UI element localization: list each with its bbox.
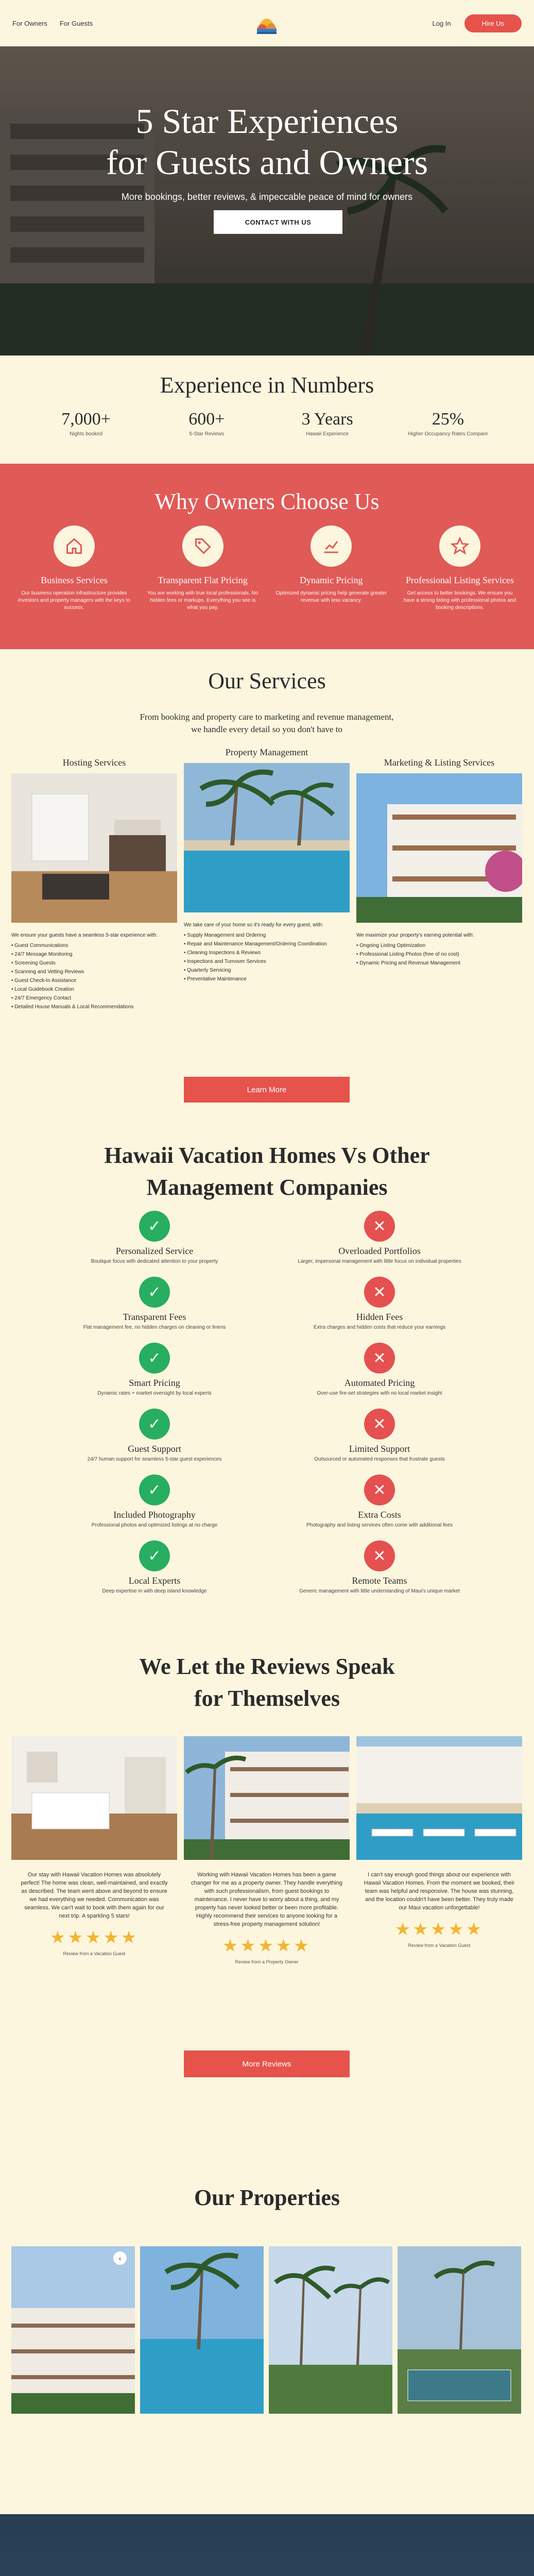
comparison-title-line1: Hawaii Vacation Homes Vs Other	[104, 1143, 430, 1168]
stat-label: Hawaii Experience	[306, 431, 349, 437]
why-card	[272, 526, 390, 612]
comparison-title-line2: Management Companies	[146, 1175, 388, 1200]
comparison-item-desc: Over-use fire-set strategies with no local market insight	[317, 1391, 442, 1396]
comparison-item-desc: 24/7 human support for seamless 5-star guest experiences	[87, 1456, 222, 1462]
service-list-item: • Scanning and Vetting Reviews	[11, 968, 177, 976]
comparison-item-desc: Outsourced or automated responses that frustrate guests	[314, 1456, 445, 1462]
review-author: Review from a Property Owner	[235, 1959, 299, 1964]
home-icon	[54, 526, 95, 567]
top-nav	[0, 0, 534, 46]
property-management-image	[184, 763, 350, 912]
why-card	[15, 526, 133, 612]
comparison-item-title: Smart Pricing	[129, 1378, 180, 1388]
why-card-title: Business Services	[41, 575, 108, 585]
cross-icon: ✕	[364, 1540, 395, 1571]
service-intro: We ensure your guests have a seamless 5-star experience with:	[11, 933, 158, 938]
comparison-them-item	[277, 1409, 483, 1462]
cross-icon: ✕	[364, 1475, 395, 1505]
property-image[interactable]	[140, 2246, 264, 2414]
stat-value: 7,000+	[61, 410, 111, 429]
learn-more-button[interactable]: Learn More	[184, 1077, 350, 1103]
why-title: Why Owners Choose Us	[154, 489, 380, 514]
service-title: Hosting Services	[62, 757, 126, 768]
check-icon: ✓	[139, 1211, 170, 1242]
contact-background-image	[0, 2514, 534, 2576]
review-image	[356, 1736, 522, 1860]
comparison-them-item	[277, 1343, 483, 1396]
comparison-item-title: Personalized Service	[115, 1246, 194, 1256]
service-list	[11, 941, 177, 1011]
property-image[interactable]	[11, 2246, 135, 2414]
service-list-item: • Guest Check-In Assistance	[11, 976, 177, 985]
review-card	[356, 1736, 522, 1948]
stat-occupancy	[397, 410, 499, 437]
property-image[interactable]	[398, 2246, 521, 2414]
stat-experience	[276, 410, 379, 437]
comparison-item-title: Guest Support	[128, 1444, 181, 1454]
hero-title-line2: for Guests and Owners	[106, 143, 428, 182]
stat-value: 25%	[432, 410, 464, 429]
service-list-item: • Supply Management and Ordering	[184, 931, 350, 940]
review-author: Review from a Vacation Guest	[63, 1951, 126, 1956]
why-card-title: Professional Listing Services	[405, 575, 514, 585]
comparison-item-title: Remote Teams	[352, 1575, 407, 1586]
contact-with-us-button[interactable]: CONTACT WITH US	[214, 210, 342, 234]
why-cards	[15, 526, 519, 612]
review-text: Our stay with Hawaii Vacation Homes was absolutely perfect! The home was clean, well-maintained, and exactly as described. The team went above and beyond to ensure we had everything we needed. Communication was seamless. We can't wait to book with them again for our next trip. A sparkling 5 stars!	[21, 1872, 168, 1919]
review-author: Review from a Vacation Guest	[408, 1943, 471, 1948]
hire-us-button[interactable]: Hire Us	[464, 14, 522, 32]
hero	[0, 46, 534, 355]
why-card-desc: Optimized dynamic pricing help generate greater revenue with less vacancy.	[275, 590, 387, 603]
service-list-item: • Detailed House Manuals & Local Recommendations	[11, 1003, 177, 1011]
check-icon: ✓	[139, 1277, 170, 1308]
why-card-desc: Our business operation infrastructure provides investors and property managers with the keys to success.	[18, 590, 130, 611]
stat-label: Nights booked	[70, 431, 103, 437]
services-subtitle: From booking and property care to marketing and revenue management, we handle every detail so you don't have to	[140, 712, 394, 734]
comparison-us-item	[51, 1475, 257, 1528]
review-text: I can't say enough good things about our experience with Hawaii Vacation Homes. From the moment we booked, their team was helpful and responsive. The house was stunning, and the location couldn't have been better. They truly made our Maui vacation unforgettable!	[364, 1872, 515, 1911]
service-column-property	[184, 747, 350, 984]
service-intro: We take care of your home so it's ready for every guest, with:	[184, 922, 323, 928]
stat-label: 5-Star Reviews	[189, 431, 225, 437]
nav-for-owners[interactable]: For Owners	[12, 19, 47, 27]
review-card	[11, 1736, 177, 1956]
properties-title: Our Properties	[194, 2185, 340, 2210]
service-column-hosting	[11, 757, 177, 1011]
why-card	[144, 526, 262, 612]
check-icon: ✓	[139, 1343, 170, 1374]
stat-value: 3 Years	[301, 410, 353, 429]
service-list-item: • Preventative Maintenance	[184, 975, 350, 984]
contact-faq-section	[0, 2514, 534, 2576]
stat-nights	[35, 410, 137, 437]
why-card-desc: You are working with true local professionals. No hidden fees or markups. Everything you see is what you pay.	[147, 590, 259, 611]
nav-login[interactable]: Log In	[432, 19, 451, 27]
check-icon: ✓	[139, 1475, 170, 1505]
review-card	[184, 1736, 350, 1964]
comparison-item-desc: Deep expertise in with deep island knowledge	[102, 1588, 207, 1594]
why-owners-section	[0, 464, 534, 649]
comparison-item-desc: Generic management with little understanding of Maui's unique market	[299, 1588, 460, 1594]
review-stars: ★★★★★	[49, 1928, 139, 1947]
service-list-item: • Dynamic Pricing and Revenue Management	[356, 959, 522, 968]
cross-icon: ✕	[364, 1409, 395, 1439]
tag-icon	[182, 526, 223, 567]
comparison-them-item	[277, 1475, 483, 1528]
comparison-item-title: Transparent Fees	[123, 1312, 186, 1322]
review-stars: ★★★★★	[222, 1936, 312, 1956]
reviews-title-line2: for Themselves	[194, 1686, 340, 1711]
our-services-section	[0, 649, 534, 1113]
reviews-title-line1: We Let the Reviews Speak	[139, 1654, 395, 1679]
hero-title-line1: 5 Star Experiences	[135, 101, 399, 141]
marketing-image	[356, 773, 522, 923]
reviews-section	[0, 1628, 534, 2154]
reviews-title	[0, 1651, 534, 1715]
why-card	[401, 526, 519, 612]
comparison-item-title: Included Photography	[113, 1510, 196, 1520]
comparison-title	[0, 1140, 534, 1204]
comparison-us-item	[51, 1211, 257, 1264]
comparison-them-item	[277, 1540, 483, 1594]
experience-in-numbers-section	[0, 355, 534, 464]
stat-value: 600+	[188, 410, 225, 429]
review-image	[184, 1736, 350, 1860]
comparison-item-title: Local Experts	[128, 1575, 181, 1586]
carousel-prev-icon[interactable]: ‹	[113, 2251, 127, 2265]
service-list-item: • Inspections and Turnover Services	[184, 957, 350, 966]
comparison-item-desc: Larger, impersonal management with little focus on individual properties	[298, 1259, 461, 1264]
comparison-item-desc: Photography and listing services often come with additional fees	[306, 1522, 453, 1528]
comparison-item-title: Automated Pricing	[344, 1378, 415, 1388]
comparison-item-desc: Flat management fee, no hidden charges on cleaning or linens	[83, 1325, 226, 1330]
comparison-us-item	[51, 1277, 257, 1330]
stat-label: Higher Occupancy Rates Compare	[408, 431, 488, 437]
comparison-them-item	[277, 1277, 483, 1330]
more-reviews-button[interactable]: More Reviews	[184, 2050, 350, 2077]
check-icon: ✓	[139, 1409, 170, 1439]
why-card-title: Dynamic Pricing	[300, 575, 363, 585]
comparison-us-item	[51, 1540, 257, 1594]
comparison-item-desc: Dynamic rates + market oversight by local experts	[97, 1391, 212, 1396]
service-list-item: • 24/7 Emergency Contact	[11, 994, 177, 1003]
review-text: Working with Hawaii Vacation Homes has been a game changer for me as a property owner. They handle everything with such professionalism, from guest bookings to maintenance. I never have to worry about a thing, and my property has never looked better or been more profitable. Highly recommend their services to anyone looking for a stress-free property management solution!	[191, 1872, 342, 1927]
service-title: Property Management	[225, 747, 308, 757]
comparison-item-desc: Professional photos and optimized listings at no charge	[91, 1522, 218, 1528]
comparison-item-desc: Boutique focus with dedicated attention to your property	[91, 1259, 218, 1264]
hero-title	[0, 100, 534, 183]
stat-reviews	[155, 410, 258, 437]
comparison-item-title: Hidden Fees	[356, 1312, 403, 1322]
cross-icon: ✕	[364, 1211, 395, 1242]
comparison-item-desc: Extra charges and hidden costs that reduce your earnings	[313, 1325, 446, 1330]
comparison-us-item	[51, 1409, 257, 1462]
stats-row	[26, 410, 508, 437]
numbers-title: Experience in Numbers	[160, 372, 374, 398]
nav-right	[433, 14, 522, 32]
comparison-item-title: Limited Support	[349, 1444, 410, 1454]
service-column-marketing	[356, 757, 522, 968]
nav-left	[12, 20, 93, 27]
service-list-item: • Screening Guests	[11, 959, 177, 968]
service-intro: We maximize your property's earning potential with:	[356, 933, 474, 938]
comparison-them-item	[277, 1211, 483, 1264]
cross-icon: ✕	[364, 1277, 395, 1308]
service-list-item: • Quarterly Servicing	[184, 966, 350, 975]
comparison-section	[0, 1113, 534, 1618]
star-icon	[439, 526, 480, 567]
review-stars: ★★★★★	[394, 1920, 484, 1939]
service-list-item: • 24/7 Message Monitoring	[11, 950, 177, 959]
review-image	[11, 1736, 177, 1860]
service-list	[184, 931, 350, 984]
cross-icon: ✕	[364, 1343, 395, 1374]
comparison-item-title: Overloaded Portfolios	[338, 1246, 421, 1256]
our-properties-section	[0, 2154, 534, 2514]
comparison-item-title: Extra Costs	[358, 1510, 401, 1520]
hero-subtitle: More bookings, better reviews, & impeccable peace of mind for owners	[121, 192, 413, 202]
service-list	[356, 941, 522, 968]
comparison-us-item	[51, 1343, 257, 1396]
service-list-item: • Ongoing Listing Optimization	[356, 941, 522, 950]
why-card-desc: Get access to better bookings. We ensure you have a strong listing with professional photos and booking descriptions.	[403, 590, 516, 611]
hosting-image	[11, 773, 177, 923]
nav-for-guests[interactable]: For Guests	[59, 19, 93, 27]
chart-icon	[311, 526, 352, 567]
services-title: Our Services	[208, 668, 326, 693]
service-list-item: • Cleaning Inspections & Reviews	[184, 948, 350, 957]
service-list-item: • Guest Communications	[11, 941, 177, 950]
service-list-item: • Repair and Maintenance Management/Ordering Coordination	[184, 940, 350, 948]
service-title: Marketing & Listing Services	[384, 757, 495, 768]
service-list-item: • Professional Listing Photos (free of no cost)	[356, 950, 522, 959]
why-card-title: Transparent Flat Pricing	[158, 575, 248, 585]
check-icon: ✓	[139, 1540, 170, 1571]
logo-icon[interactable]	[255, 7, 279, 38]
property-image[interactable]	[269, 2246, 392, 2414]
service-list-item: • Local Guidebook Creation	[11, 985, 177, 994]
